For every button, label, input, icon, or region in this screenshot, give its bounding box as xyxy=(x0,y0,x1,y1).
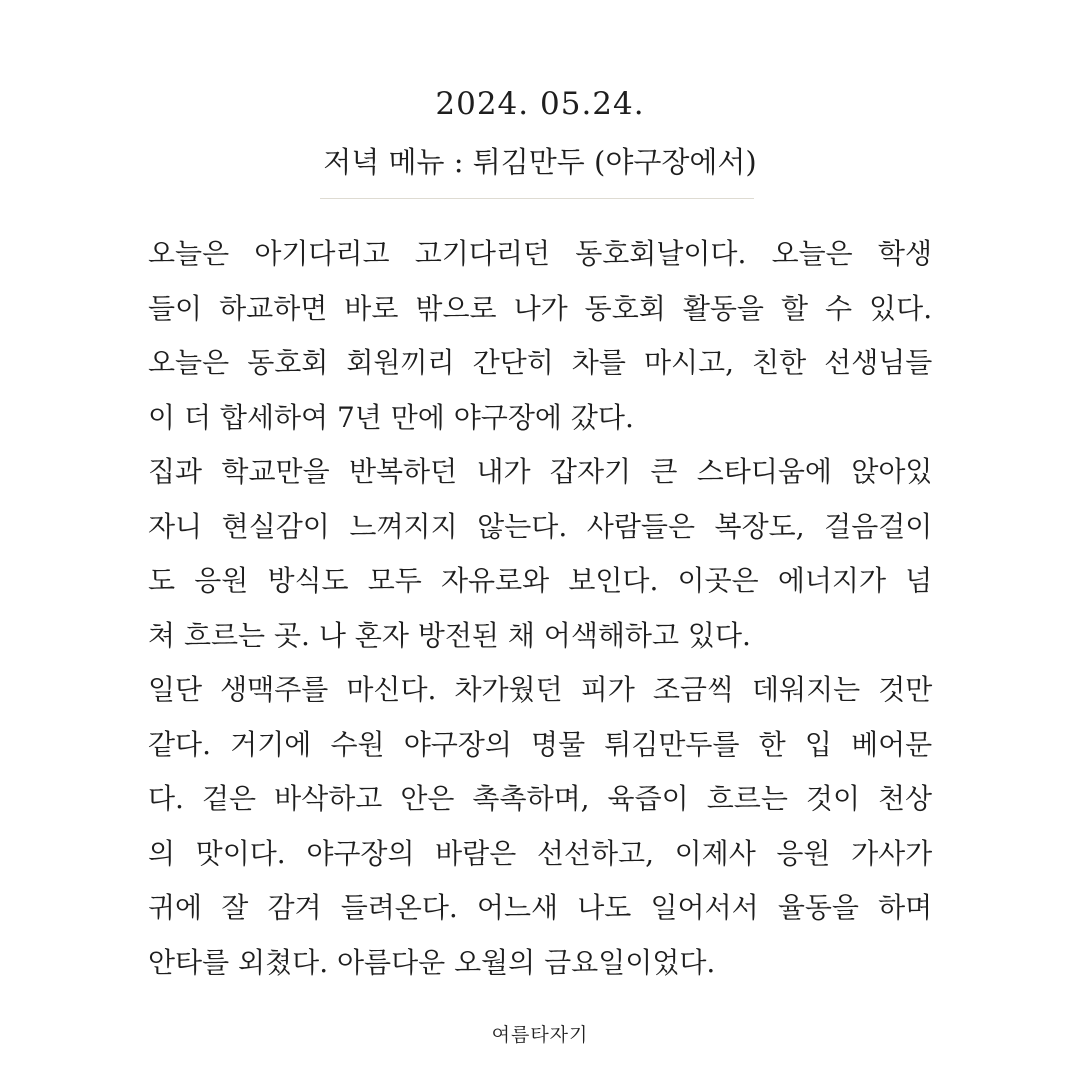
body-line: 다. 겉은 바삭하고 안은 촉촉하며, 육즙이 흐르는 것이 천상 xyxy=(148,782,933,815)
body-line: 도 응원 방식도 모두 자유로와 보인다. 이곳은 에너지가 넘 xyxy=(148,564,933,597)
body-line: 집과 학교만을 반복하던 내가 갑자기 큰 스타디움에 앉아있 xyxy=(148,455,933,488)
dinner-menu-title: 저녁 메뉴 : 튀김만두 (야구장에서) xyxy=(323,145,757,179)
diary-body xyxy=(148,227,932,990)
body-line: 쳐 흐르는 곳. 나 혼자 방전된 채 어색해하고 있다. xyxy=(148,618,751,652)
body-line: 귀에 잘 감겨 들려온다. 어느새 나도 일어서서 율동을 하며 xyxy=(148,891,933,924)
author-signature: 여름타자기 xyxy=(491,1024,589,1046)
body-line: 오늘은 동호회 회원끼리 간단히 차를 마시고, 친한 선생님들 xyxy=(148,346,933,379)
header-divider xyxy=(320,198,754,199)
body-line: 안타를 외쳤다. 아름다운 오월의 금요일이었다. xyxy=(148,945,716,979)
body-line: 이 더 합세하여 7년 만에 야구장에 갔다. xyxy=(148,400,634,434)
body-line: 들이 하교하면 바로 밖으로 나가 동호회 활동을 할 수 있다. xyxy=(148,291,933,325)
body-line: 오늘은 아기다리고 고기다리던 동호회날이다. 오늘은 학생 xyxy=(148,237,932,270)
body-line: 같다. 거기에 수원 야구장의 명물 튀김만두를 한 입 베어문 xyxy=(148,727,933,761)
body-line: 자니 현실감이 느껴지지 않는다. 사람들은 복장도, 걸음걸이 xyxy=(148,509,933,543)
body-line: 의 맛이다. 야구장의 바람은 선선하고, 이제사 응원 가사가 xyxy=(148,836,933,870)
body-line: 일단 생맥주를 마신다. 차가웠던 피가 조금씩 데워지는 것만 xyxy=(148,673,933,706)
entry-date: 2024. 05.24. xyxy=(435,86,645,122)
